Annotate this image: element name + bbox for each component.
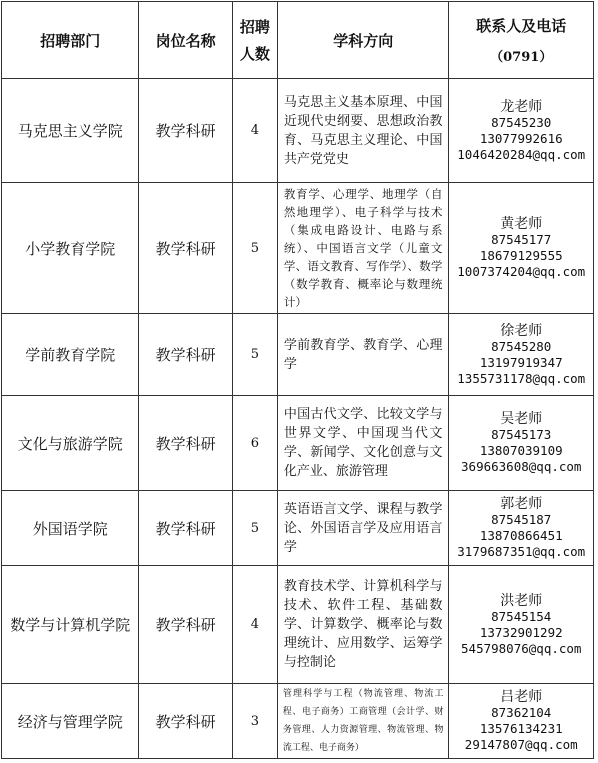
subject-cell: 英语语言文学、课程与教学论、外国语言学及应用语言学 xyxy=(277,491,449,566)
count-cell: 5 xyxy=(232,491,277,566)
contact-mobile: 13197919347 xyxy=(479,354,563,370)
contact-cell xyxy=(449,491,594,566)
count-cell: 5 xyxy=(232,314,277,396)
count-cell: 6 xyxy=(232,396,277,491)
subject-cell: 中国古代文学、比较文学与世界文学、中国现当代文学、新闻学、文化创意与文化产业、旅游管理 xyxy=(277,396,449,491)
dept-cell: 经济与管理学院 xyxy=(2,684,139,759)
count-cell: 3 xyxy=(232,684,277,759)
subject-cell: 马克思主义基本原理、中国近现代史纲要、思想政治教育、马克思主义理论、中国共产党党史 xyxy=(277,79,449,183)
contact-phone: 87545173 xyxy=(491,427,552,442)
contact-cell xyxy=(449,566,594,684)
dept-cell: 马克思主义学院 xyxy=(2,79,139,183)
post-cell: 教学科研 xyxy=(139,566,232,684)
contact-name: 吴老师 xyxy=(500,411,543,427)
header-contact-line2: （0791） xyxy=(490,50,553,65)
subject-cell: 教育技术学、计算机科学与技术、软件工程、基础数学、计算数学、概率论与数理统计、应用数学、运筹学与控制论 xyxy=(277,566,449,684)
table-row xyxy=(2,314,594,396)
dept-cell: 学前教育学院 xyxy=(2,314,139,396)
dept-cell: 文化与旅游学院 xyxy=(2,396,139,491)
contact-cell xyxy=(449,684,594,759)
header-count-line1: 招聘 xyxy=(239,18,270,36)
contact-email: 3179687351@qq.com xyxy=(457,544,586,559)
header-row xyxy=(2,2,594,79)
table-row xyxy=(2,79,594,183)
table-row xyxy=(2,396,594,491)
contact-email: 545798076@qq.com xyxy=(461,640,582,656)
contact-name: 吕老师 xyxy=(500,689,543,705)
dept-cell: 小学教育学院 xyxy=(2,183,139,314)
recruitment-table xyxy=(1,1,594,759)
contact-name: 黄老师 xyxy=(500,216,543,232)
post-cell: 教学科研 xyxy=(139,314,232,396)
contact-phone: 87545187 xyxy=(491,512,552,527)
contact-mobile: 13807039109 xyxy=(479,443,563,458)
header-dept: 招聘部门 xyxy=(2,2,139,79)
post-cell: 教学科研 xyxy=(139,684,232,759)
contact-email: 1355731178@qq.com xyxy=(457,370,586,386)
header-count xyxy=(232,2,277,79)
dept-cell: 数学与计算机学院 xyxy=(2,566,139,684)
header-contact xyxy=(449,2,594,79)
contact-email: 29147807@qq.com xyxy=(464,737,578,752)
contact-mobile: 13870866451 xyxy=(479,528,563,543)
contact-email: 1007374204@qq.com xyxy=(457,264,586,279)
post-cell: 教学科研 xyxy=(139,491,232,566)
header-contact-line1: 联系人及电话 xyxy=(476,17,567,35)
contact-phone: 87545154 xyxy=(491,608,552,624)
count-cell: 4 xyxy=(232,566,277,684)
table-row xyxy=(2,684,594,759)
post-cell: 教学科研 xyxy=(139,396,232,491)
table-row xyxy=(2,566,594,684)
contact-phone: 87545177 xyxy=(491,232,552,247)
post-cell: 教学科研 xyxy=(139,79,232,183)
dept-cell: 外国语学院 xyxy=(2,491,139,566)
table-row xyxy=(2,183,594,314)
subject-cell: 管理科学与工程（物流管理、物流工程、电子商务）工商管理（会计学、财务管理、人力资源管理、物流管理、物流工程、电子商务） xyxy=(277,684,449,759)
contact-mobile: 18679129555 xyxy=(479,248,563,263)
header-count-line2: 人数 xyxy=(239,45,270,63)
contact-mobile: 13077992616 xyxy=(479,130,563,146)
contact-cell xyxy=(449,183,594,314)
contact-email: 1046420284@qq.com xyxy=(457,146,586,162)
header-subject: 学科方向 xyxy=(277,2,449,79)
post-cell: 教学科研 xyxy=(139,183,232,314)
count-cell: 5 xyxy=(232,183,277,314)
contact-mobile: 13732901292 xyxy=(479,624,563,640)
subject-cell: 教育学、心理学、地理学（自然地理学）、电子科学与技术（集成电路设计、电路与系统）、中国语言文学（儿童文学、语文教育、写作学）、数学（数学教育、概率论与数理统计） xyxy=(277,183,449,314)
count-cell: 4 xyxy=(232,79,277,183)
contact-phone: 87545230 xyxy=(491,114,552,130)
contact-phone: 87362104 xyxy=(491,705,552,720)
contact-email: 369663608@qq.com xyxy=(461,459,582,474)
contact-mobile: 13576134231 xyxy=(479,721,563,736)
contact-name: 徐老师 xyxy=(500,322,543,339)
contact-phone: 87545280 xyxy=(491,338,552,354)
contact-cell xyxy=(449,79,594,183)
contact-name: 洪老师 xyxy=(500,592,543,609)
header-post: 岗位名称 xyxy=(139,2,232,79)
table-row xyxy=(2,491,594,566)
contact-name: 龙老师 xyxy=(500,98,543,115)
contact-cell xyxy=(449,396,594,491)
subject-cell: 学前教育学、教育学、心理学 xyxy=(277,314,449,396)
contact-name: 郭老师 xyxy=(500,496,543,512)
contact-cell xyxy=(449,314,594,396)
